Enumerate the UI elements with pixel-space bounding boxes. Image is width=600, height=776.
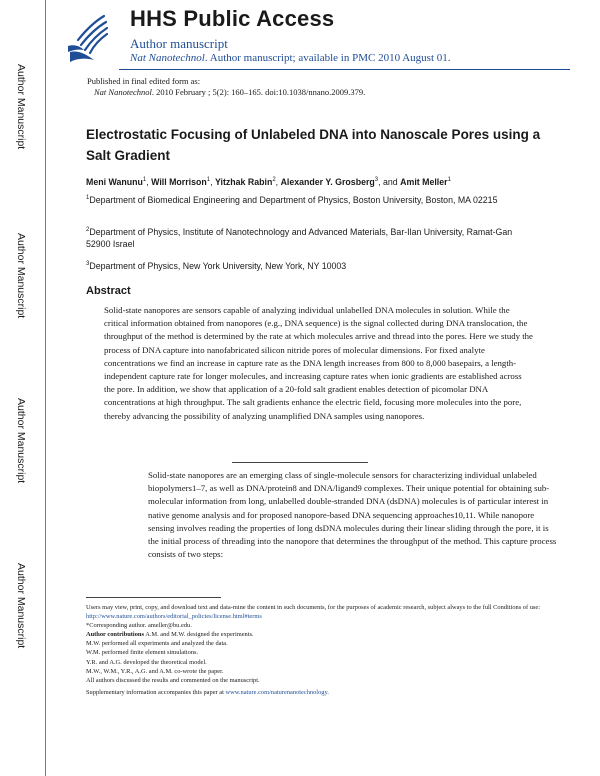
abstract-heading: Abstract bbox=[86, 285, 131, 297]
author-name: Meni Wanunu bbox=[86, 177, 143, 187]
footnote-divider bbox=[86, 597, 221, 598]
contribution-item: Y.R. and A.G. developed the theoretical model. bbox=[86, 658, 207, 666]
contribution-item: M.W. performed all experiments and analyzed the data. bbox=[86, 640, 228, 648]
side-label-author-manuscript: Author Manuscript bbox=[15, 398, 27, 484]
contribution-item: A.M. and M.W. designed the experiments. bbox=[145, 631, 254, 639]
hhs-eagle-logo-icon bbox=[64, 10, 114, 66]
published-form-label: Published in final edited form as: bbox=[87, 76, 201, 86]
hhs-public-access-title: HHS Public Access bbox=[130, 6, 335, 31]
author-affiliation-marker: 1 bbox=[206, 177, 211, 184]
author-manuscript-subtitle: Author manuscript bbox=[130, 36, 228, 51]
citation-details bbox=[94, 87, 365, 97]
introduction-paragraph: Solid-state nanopores are an emerging class of single-molecule sensors for characterizing individual unlabeled biopolymers1–7, as well as DNA/protein8 and DNA/ligand9 complexes. Their unique potential for obtaining sub-molecular information from long, unlabelled double-stranded DNA (dsDNA) molecules is of particular interest in native genome analysis and for proposed nanopore-based DNA sequencing approaches10,11. While nanopore sensing involves reading the properties of long dsDNA molecules during their linear sliding through the pore, it is the initial process of threading into the nanopore that determines the throughput of the method. This capture process consists of two steps: bbox=[148, 470, 557, 560]
affiliation bbox=[86, 224, 516, 251]
availability-text: . Author manuscript; available in PMC 2010 August 01. bbox=[204, 52, 451, 64]
contributions-label: Author contributions bbox=[86, 631, 144, 639]
author-name: Yitzhak Rabin bbox=[214, 177, 273, 187]
citation-journal: Nat Nanotechnol bbox=[94, 87, 152, 97]
license-text: Users may view, print, copy, and download text and data-mine the content in such documents, for the purposes of academic research, subject always to the full Conditions of use: bbox=[86, 604, 541, 611]
affiliation-marker: 2 bbox=[86, 227, 90, 233]
corresponding-author: *Corresponding author. ameller@bu.edu. bbox=[86, 622, 192, 630]
section-divider bbox=[232, 462, 368, 463]
author-affiliation-marker: 2 bbox=[272, 177, 276, 184]
affiliation-text: Department of Physics, New York University, New York, NY 10003 bbox=[89, 260, 347, 271]
author-name: Will Morrison bbox=[151, 177, 207, 187]
journal-name: Nat Nanotechnol bbox=[130, 52, 205, 64]
contribution-item: All authors discussed the results and commented on the manuscript. bbox=[86, 676, 260, 684]
footnotes bbox=[86, 603, 546, 697]
affiliation bbox=[86, 192, 516, 206]
margin-rule bbox=[45, 0, 46, 776]
author-list: Meni Wanunu$^1$, Will Morrison$^1$, Yitzhak Rabin$^2$, Alexander Y. Grosberg$^3$, and Amit Meller$^1$ bbox=[86, 177, 451, 187]
author-name: Alexander Y. Grosberg bbox=[280, 177, 375, 187]
affiliation-marker: 1 bbox=[86, 195, 90, 201]
paper-title: Electrostatic Focusing of Unlabeled DNA into Nanoscale Pores using a Salt Gradient bbox=[86, 127, 541, 163]
side-label-author-manuscript: Author Manuscript bbox=[15, 233, 27, 319]
abstract-body: Solid-state nanopores are sensors capable of analyzing individual unlabelled DNA molecules in solution. While the critical information obtained from nanopores (e.g., DNA sequence) is the signal collected during DNA translocation, the throughput of the method is determined by the rate at which molecules arrive and thread into the pores. Here we study the process of DNA capture into nanofabricated silicon nitride pores of molecular dimensions. For fixed analyte concentrations we find an increase in capture rate as the DNA length increases from 800 to 8,000 basepairs, a length-independent capture rate for longer molecules, and increasing capture rates when ionic gradients are established across the pore. In addition, we show that application of a 20-fold salt gradient enables detection of picomolar DNA concentrations at high throughput. The salt gradients enhance the electric field, focusing more molecules into the pore, thereby advancing the possibility of analyzing unamplified DNA samples using nanopores. bbox=[104, 305, 533, 421]
affiliation-text: Department of Biomedical Engineering and Department of Physics, Boston University, Boston, MA 02215 bbox=[89, 194, 498, 205]
affiliation-text: Department of Physics, Institute of Nanotechnology and Advanced Materials, Bar-Ilan University, Ramat-Gan 52900 Israel bbox=[86, 226, 513, 250]
availability-line bbox=[130, 52, 451, 64]
supplementary-text: Supplementary information accompanies this paper at bbox=[86, 688, 224, 696]
side-label-author-manuscript: Author Manuscript bbox=[15, 563, 27, 649]
license-footnote bbox=[86, 603, 546, 621]
license-link[interactable]: http://www.nature.com/authors/editorial_policies/license.html#terms bbox=[86, 613, 262, 621]
header-rule bbox=[119, 69, 570, 70]
side-label-author-manuscript: Author Manuscript bbox=[15, 64, 27, 150]
affiliation bbox=[86, 258, 516, 272]
supplementary-link[interactable]: www.nature.com/naturenanotechnology bbox=[225, 688, 328, 696]
citation-volume-doi: . 2010 February ; 5(2): 160–165. doi:10.1038/nnano.2009.379. bbox=[151, 87, 366, 97]
supplementary-period: . bbox=[327, 688, 329, 696]
author-name: Amit Meller bbox=[400, 177, 448, 187]
contribution-item: M.W., W.M., Y.R., A.G. and A.M. co-wrote the paper. bbox=[86, 667, 224, 675]
contribution-item: W.M. performed finite element simulations. bbox=[86, 649, 199, 657]
affiliation-marker: 3 bbox=[86, 261, 90, 267]
author-affiliation-marker: 1 bbox=[142, 177, 147, 184]
supplementary-footnote bbox=[86, 688, 546, 697]
contributions-footnote bbox=[86, 630, 546, 639]
author-affiliation-marker: 1 bbox=[447, 177, 451, 184]
author-affiliation-marker: 3 bbox=[374, 177, 379, 184]
author-conjunction: and bbox=[383, 177, 398, 187]
